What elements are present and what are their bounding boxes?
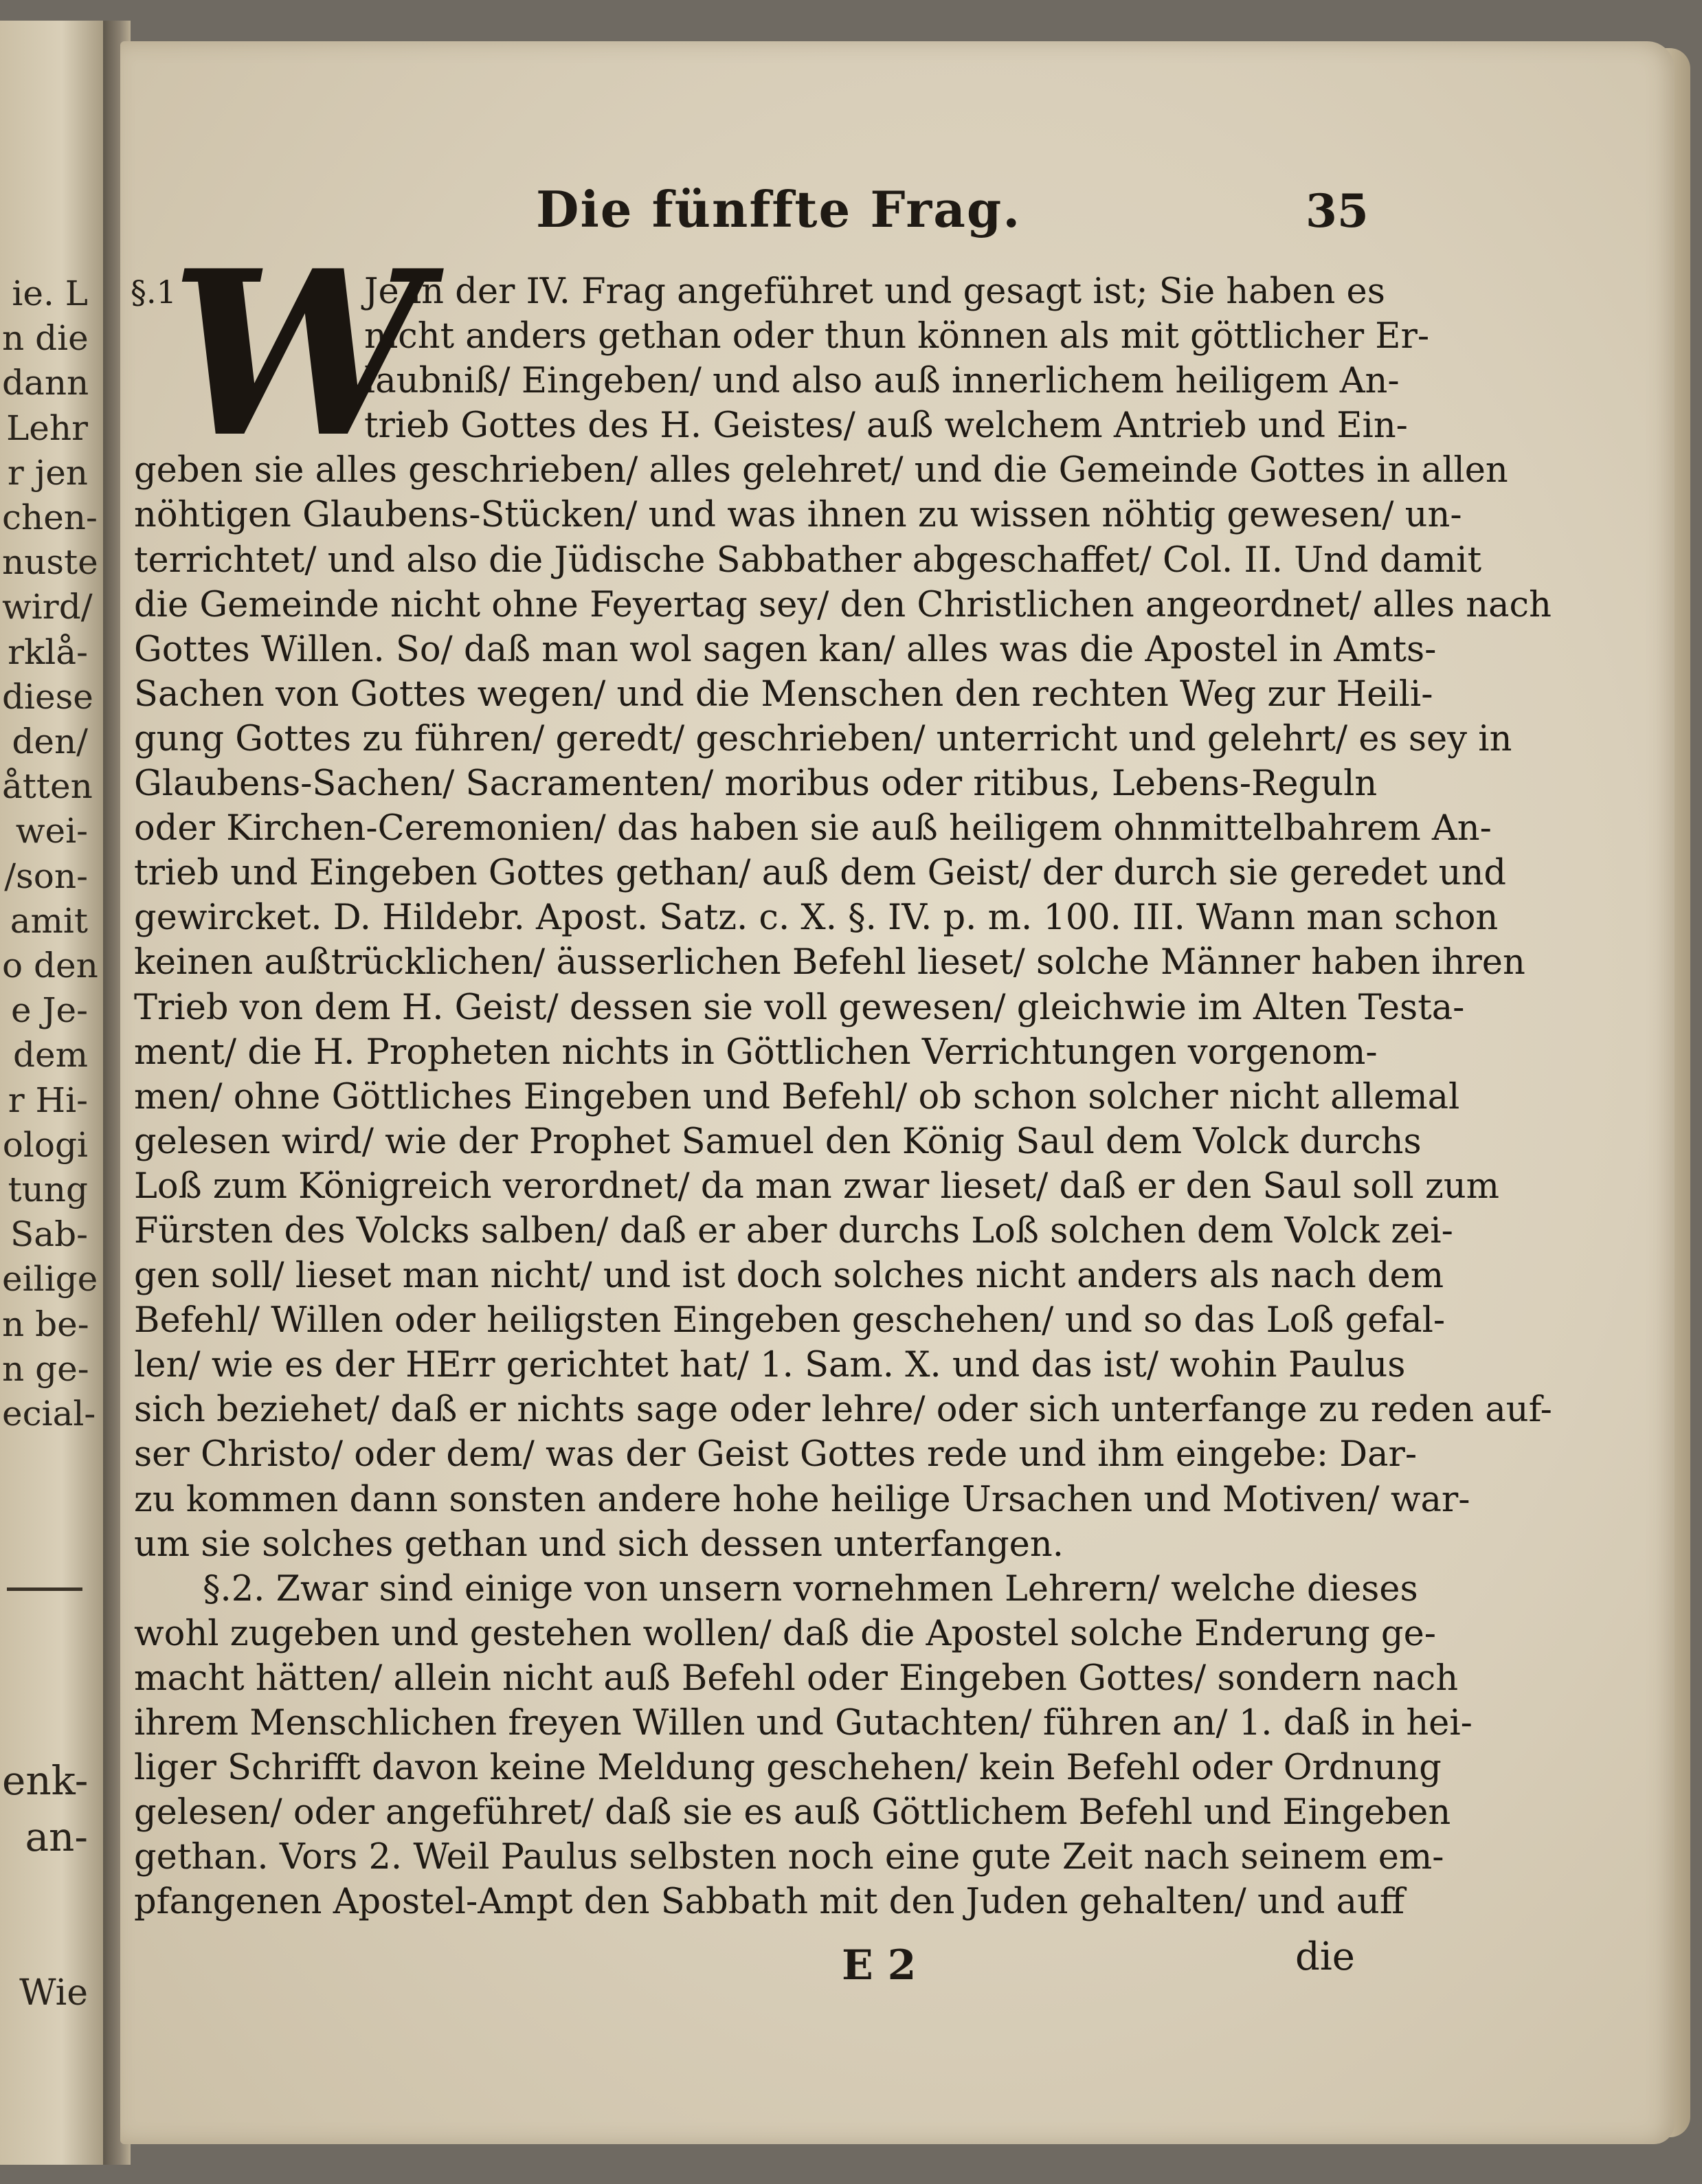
text-line: ment/ die H. Propheten nichts in Göttlichen Verrichtungen vorgenom- bbox=[134, 1032, 1378, 1073]
text-line: gung Gottes zu führen/ geredt/ geschrieben/ unterricht und gelehrt/ es sey in bbox=[134, 718, 1512, 759]
left-line: wird/ bbox=[2, 587, 93, 627]
left-line: amit bbox=[10, 900, 88, 941]
text-line: Sachen von Gottes wegen/ und die Menschen den rechten Weg zur Heili- bbox=[134, 673, 1433, 715]
left-line: enk- bbox=[2, 1757, 89, 1804]
left-line: r jen bbox=[7, 452, 88, 493]
left-line: ologi bbox=[2, 1124, 88, 1165]
left-line: e Je- bbox=[10, 990, 88, 1031]
text-line: gen soll/ lieset man nicht/ und ist doch solches nicht anders als nach dem bbox=[134, 1256, 1444, 1297]
text-line: Loß zum Königreich verordnet/ da man zwar lieset/ daß er den Saul soll zum bbox=[134, 1166, 1500, 1207]
catchword: die bbox=[1295, 1935, 1355, 1979]
text-line: gewircket. D. Hildebr. Apost. Satz. c. X. §. IV. p. m. 100. III. Wann man schon bbox=[134, 898, 1499, 939]
text-line: wohl zugeben und gestehen wollen/ daß die Apostel solche Enderung ge- bbox=[134, 1613, 1436, 1654]
left-line: diese bbox=[2, 676, 93, 717]
text-line: pfangenen Apostel-Ampt den Sabbath mit den Juden gehalten/ und auff bbox=[134, 1882, 1405, 1923]
text-line: §.2. Zwar sind einige von unsern vornehmen Lehrern/ welche dieses bbox=[203, 1568, 1418, 1609]
left-line: ie. L bbox=[12, 274, 88, 313]
text-line: nöhtigen Glaubens-Stücken/ und was ihnen zu wissen nöhtig gewesen/ un- bbox=[134, 495, 1462, 536]
text-line: trieb und Eingeben Gottes gethan/ auß dem Geist/ der durch sie geredet und bbox=[134, 853, 1506, 894]
text-line: men/ ohne Göttliches Eingeben und Befehl/ ob schon solcher nicht allemal bbox=[134, 1076, 1460, 1117]
left-line: eilige bbox=[2, 1259, 98, 1300]
text-line: sich beziehet/ daß er nichts sage oder lehre/ oder sich unterfange zu reden auf- bbox=[134, 1390, 1552, 1431]
text-line: geben sie alles geschrieben/ alles gelehret/ und die Gemeinde Gottes in allen bbox=[134, 450, 1508, 491]
text-line: Je in der IV. Frag angeführet und gesagt ist; Sie haben es bbox=[364, 271, 1385, 312]
left-page-margin-text bbox=[2, 271, 98, 1436]
text-line: Gottes Willen. So/ daß man wol sagen kan/ alles was die Apostel in Amts- bbox=[134, 629, 1437, 670]
left-line: Sab- bbox=[10, 1214, 88, 1255]
text-line: trieb Gottes des H. Geistes/ auß welchem Antrieb und Ein- bbox=[364, 405, 1408, 447]
left-line: tung bbox=[8, 1170, 88, 1210]
left-line: nuste bbox=[2, 542, 98, 583]
section-mark: §.1 bbox=[131, 274, 177, 311]
left-line: åtten bbox=[2, 766, 93, 807]
text-line: Glaubens-Sachen/ Sacramenten/ moribus oder ritibus, Lebens-Reguln bbox=[134, 764, 1378, 805]
left-line: wei- bbox=[15, 811, 88, 851]
text-line: liger Schrifft davon keine Meldung geschehen/ kein Befehl oder Ordnung bbox=[134, 1748, 1442, 1789]
text-line: Trieb von dem H. Geist/ dessen sie voll gewesen/ gleichwie im Alten Testa- bbox=[134, 987, 1465, 1028]
main-text-block bbox=[134, 269, 1552, 1924]
text-line: gethan. Vors 2. Weil Paulus selbsten noch eine gute Zeit nach seinem em- bbox=[134, 1837, 1444, 1878]
left-line: /son- bbox=[4, 856, 88, 896]
text-line: macht hätten/ allein nicht auß Befehl oder Eingeben Gottes/ sondern nach bbox=[134, 1658, 1459, 1699]
left-page-lower-text bbox=[2, 1752, 88, 1865]
text-line: Befehl/ Willen oder heiligsten Eingeben geschehen/ und so das Loß gefal- bbox=[134, 1300, 1446, 1341]
left-line: dem bbox=[12, 1035, 88, 1076]
text-line: ser Christo/ oder dem/ was der Geist Gottes rede und ihm eingebe: Dar- bbox=[134, 1434, 1418, 1475]
left-line: ecial- bbox=[2, 1394, 96, 1434]
text-line: len/ wie es der HErr gerichtet hat/ 1. Sam. X. und das ist/ wohin Paulus bbox=[134, 1345, 1406, 1386]
left-line: o den bbox=[2, 946, 98, 986]
text-line: oder Kirchen-Ceremonien/ das haben sie auß heiligem ohnmittelbahrem An- bbox=[134, 808, 1492, 849]
left-line: Lehr bbox=[6, 408, 88, 448]
text-line: keinen außtrücklichen/ äusserlichen Befehl lieset/ solche Männer haben ihren bbox=[134, 942, 1525, 983]
text-line: nicht anders gethan oder thun können als mit göttlicher Er- bbox=[364, 316, 1430, 357]
text-line: gelesen/ oder angeführet/ daß sie es auß Göttlichem Befehl und Eingeben bbox=[134, 1792, 1451, 1834]
left-line: rklå- bbox=[8, 632, 88, 672]
decorated-initial: W bbox=[170, 221, 425, 487]
left-line: dann bbox=[2, 363, 89, 403]
left-page bbox=[0, 21, 103, 2165]
left-page-rule bbox=[7, 1587, 82, 1591]
page-number: 35 bbox=[1306, 184, 1369, 238]
left-line: den/ bbox=[12, 722, 88, 762]
text-line: um sie solches gethan und sich dessen unterfangen. bbox=[134, 1524, 1064, 1565]
text-line: gelesen wird/ wie der Prophet Samuel den König Saul dem Volck durchs bbox=[134, 1121, 1422, 1162]
left-line: n be- bbox=[2, 1304, 89, 1344]
signature-mark: E 2 bbox=[842, 1941, 917, 1990]
running-title: Die fünffte Frag. bbox=[536, 180, 1022, 238]
left-page-catchword: Wie bbox=[19, 1972, 88, 2014]
text-line: die Gemeinde nicht ohne Feyertag sey/ den Christlichen angeordnet/ alles nach bbox=[134, 584, 1552, 625]
text-line: ihrem Menschlichen freyen Willen und Gutachten/ führen an/ 1. daß in hei- bbox=[134, 1703, 1473, 1743]
text-line: zu kommen dann sonsten andere hohe heilige Ursachen und Motiven/ war- bbox=[134, 1479, 1470, 1520]
left-line: n die bbox=[2, 318, 89, 359]
text-line: terrichtet/ und also die Jüdische Sabbather abgeschaffet/ Col. II. Und damit bbox=[134, 539, 1482, 581]
left-line: n ge- bbox=[2, 1348, 89, 1389]
left-line: r Hi- bbox=[8, 1080, 88, 1120]
left-line: an- bbox=[25, 1814, 88, 1860]
left-line: chen- bbox=[2, 498, 98, 538]
text-line: laubniß/ Eingeben/ und also auß innerlichem heiligem An- bbox=[364, 361, 1400, 402]
text-line: Fürsten des Volcks salben/ daß er aber durchs Loß solchen dem Volck zei- bbox=[134, 1210, 1453, 1251]
